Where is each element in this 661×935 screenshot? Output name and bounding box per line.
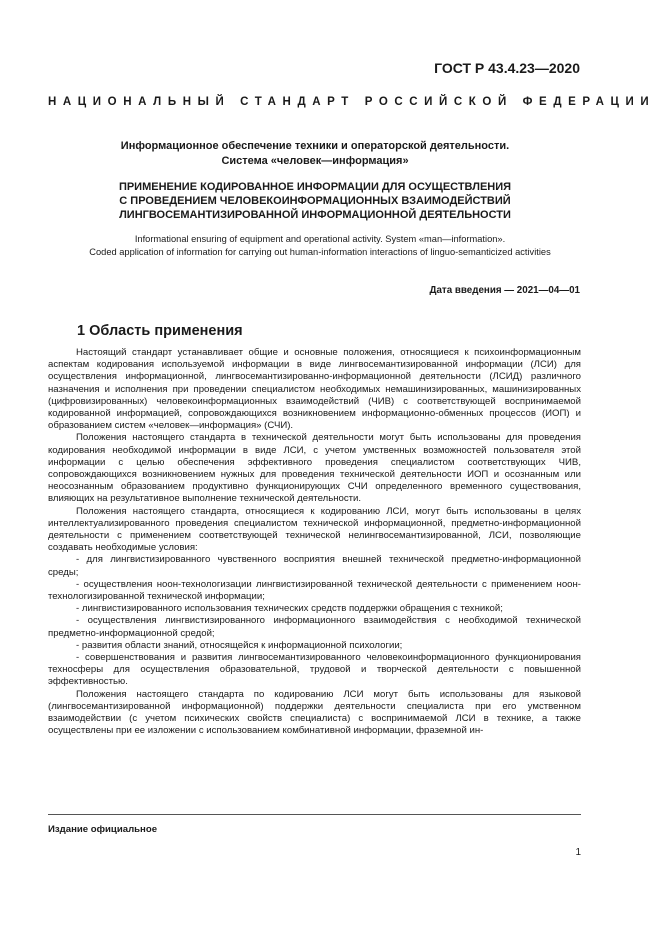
main-title-line-1: ПРИМЕНЕНИЕ КОДИРОВАННОЕ ИНФОРМАЦИИ ДЛЯ ОСУЩЕСТВЛЕНИЯ — [118, 181, 512, 193]
page-number: 1 — [575, 847, 581, 858]
english-title — [40, 233, 600, 259]
section-heading: 1 Область применения — [77, 323, 243, 339]
paragraph: Положения настоящего стандарта, относящиеся к кодированию ЛСИ, могут быть использованы в целях интеллектуализированного проведения специалистом технической информационной, предметно-информационной деятельности с применением соответствующей технической нелингвосемантизированной, ЛСИ, позволяющие создавать необходимые условия: — [48, 505, 581, 554]
english-title-line-1: Informational ensuring of equipment and operational activity. System «man—information». — [134, 234, 506, 244]
paragraph: Настоящий стандарт устанавливает общие и основные положения, относящиеся к психоинформационным аспектам кодирования используемой информации в виде лингвосемантизированной информации (ЛСИ) для осуществления информационной, лингвосемантизированно-информационной деятельности (ЛСИД) различного назначения и исполнения при проведении специалистом необходимых немашинизированных, машинизированных (цифровизированных) человекоинформационных взаимодействий (ЧИВ) с соответствующей воспринимаемой кодированной информацией, сопровождающихся возникновением информационно-обменных процессов (ИОП) и образованием систем «человек—информация» (СЧИ). — [48, 347, 581, 432]
main-title-line-2: С ПРОВЕДЕНИЕМ ЧЕЛОВЕКОИНФОРМАЦИОННЫХ ВЗАИМОДЕЙСТВИЙ — [119, 195, 511, 207]
list-item: - лингвистизированного использования технических средств поддержки обращения с техникой; — [76, 603, 503, 615]
footer-divider — [48, 814, 581, 815]
paragraph: Положения настоящего стандарта по кодированию ЛСИ могут быть использованы для языковой (лингвосемантизированной информационной) поддержки деятельности специалиста при его умственном взаимодействии (с учетом психических свойств специалиста) с воспринимаемой ЛСИ в технике, а также осуществлены при ее изложении с использованием комбинативной информации, фраземной ин- — [48, 688, 581, 737]
paragraph: Положения настоящего стандарта в технической деятельности могут быть использованы для проведения кодирования необходимой информации в виде ЛСИ, с учетом умственных возможностей пользователя этой информации с целью обеспечения эффективного проведения специалистом соответствующих ЧИВ, сопровождающихся возникновением нужных для проведения технической деятельности ИОП и осознанным или неосознанным образованием продуктивно функционирующих СЧИ определенного временного существования, влияющих на результативное выполнение технической деятельности. — [48, 432, 581, 505]
official-edition-label: Издание официальное — [48, 824, 158, 835]
introduction-date: Дата введения — 2021—04—01 — [429, 285, 580, 296]
standard-main-title — [60, 180, 570, 222]
section-body — [48, 347, 581, 738]
list-item: - для лингвистизированного чувственного восприятия внешней технической предметно-информационной среды; — [48, 554, 581, 578]
subtitle-line-1: Информационное обеспечение техники и операторской деятельности. — [120, 140, 510, 152]
subtitle-line-2: Система «человек—информация» — [221, 155, 409, 167]
list-item: - осуществления ноон-технологизации лингвистизированной технической деятельности с применением ноон-технологизированной технической информации; — [48, 578, 581, 603]
english-title-line-2: Coded application of information for carrying out human-information interactions of linguo-semanticized activities — [89, 247, 551, 257]
list-item: - развития области знаний, относящейся к информационной психологии; — [76, 639, 403, 651]
main-title-line-3: ЛИНГВОСЕМАНТИЗИРОВАННОЙ ИНФОРМАЦИОННОЙ ДЕЯТЕЛЬНОСТИ — [119, 209, 511, 221]
list-item: - осуществления лингвистизированного информационного взаимодействия с необходимой технической предметно-информационной средой; — [48, 615, 581, 639]
list-item: - совершенствования и развития лингвосемантизированного человекоинформационного функционирования техносферы для осуществления образовательной, трудовой и творческой деятельности с повышенной эффективностью. — [48, 652, 581, 688]
standard-subtitle — [60, 139, 570, 169]
national-standard-banner: НАЦИОНАЛЬНЫЙ СТАНДАРТ РОССИЙСКОЙ ФЕДЕРАЦИИ — [48, 96, 656, 108]
document-code: ГОСТ Р 43.4.23—2020 — [434, 60, 580, 76]
